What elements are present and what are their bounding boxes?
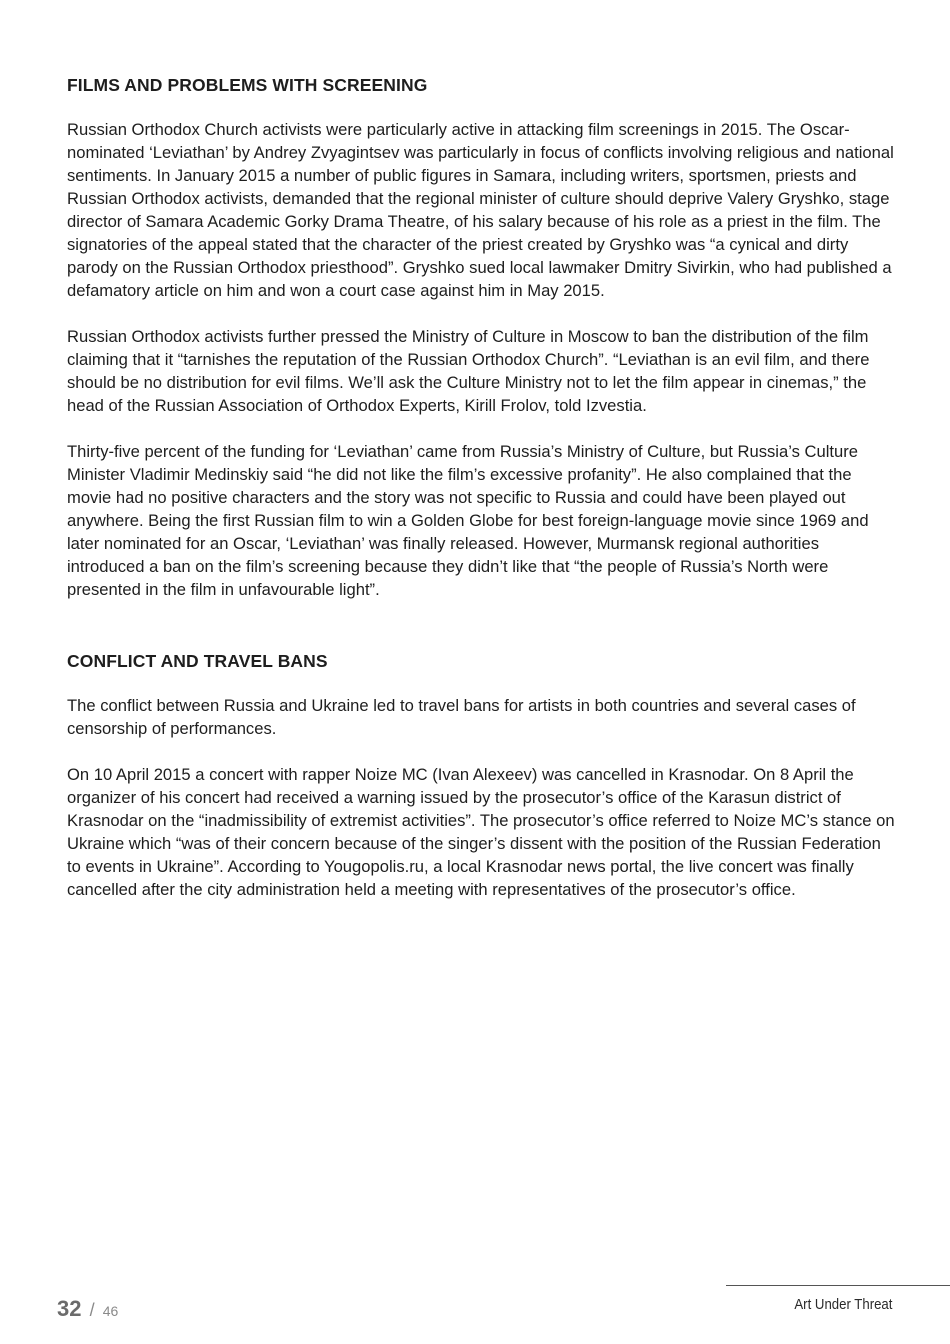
- page-number: [57, 1294, 118, 1326]
- section-conflict-travel-bans: [67, 648, 897, 901]
- section-films-screening: [67, 72, 897, 601]
- page-separator: /: [89, 1300, 95, 1320]
- paragraph: Russian Orthodox Church activists were particularly active in attacking film screenings in 2015. The Oscar-nominated ‘Leviathan’ by Andrey Zvyagintsev was particularly in focus of conflicts involving religious and national sentiments. In January 2015 a number of public figures in Samara, including writers, sportsmen, priests and Russian Orthodox activists, demanded that the regional minister of culture should deprive Valery Gryshko, stage director of Samara Academic Gorky Drama Theatre, of his salary because of his role as a priest in the film. The signatories of the appeal stated that the character of the priest created by Gryshko was “a cynical and dirty parody on the Russian Orthodox priesthood”. Gryshko sued local lawmaker Dmitry Sivirkin, who had published a defamatory article on him and won a court case against him in May 2015.: [67, 120, 894, 300]
- publication-title: Art Under Threat: [793, 1296, 892, 1313]
- section-heading: FILMS AND PROBLEMS WITH SCREENING: [67, 75, 428, 95]
- paragraph: The conflict between Russia and Ukraine led to travel bans for artists in both countries and several cases of censorship of performances.: [67, 696, 856, 738]
- section-heading: CONFLICT AND TRAVEL BANS: [67, 651, 328, 671]
- page-current: 32: [57, 1296, 82, 1321]
- document-body: [67, 72, 897, 924]
- page-total: 46: [102, 1303, 119, 1319]
- paragraph: On 10 April 2015 a concert with rapper Noize MC (Ivan Alexeev) was cancelled in Krasnodar. On 8 April the organizer of his concert had received a warning issued by the prosecutor’s office of the Karasun district of Krasnodar on the “inadmissibility of extremist activities”. The prosecutor’s office referred to Noize MC’s stance on Ukraine which “was of their concern because of the singer’s dissent with the position of the Russian Federation to events in Ukraine”. According to Yougopolis.ru, a local Krasnodar news portal, the live concert was finally cancelled after the city administration held a meeting with representatives of the prosecutor’s office.: [67, 765, 895, 899]
- paragraph: Russian Orthodox activists further pressed the Ministry of Culture in Moscow to ban the distribution of the film claiming that it “tarnishes the reputation of the Russian Orthodox Church”. “Leviathan is an evil film, and there should be no distribution for evil films. We’ll ask the Culture Ministry not to let the film appear in cinemas,” the head of the Russian Association of Orthodox Experts, Kirill Frolov, told Izvestia.: [67, 327, 870, 415]
- footer-divider: [726, 1285, 950, 1286]
- paragraph: Thirty-five percent of the funding for ‘Leviathan’ came from Russia’s Ministry of Culture, but Russia’s Culture Minister Vladimir Medinskiy said “he did not like the film’s excessive profanity”. He also complained that the movie had no positive characters and the story was not specific to Russia and could have been played out anywhere. Being the first Russian film to win a Golden Globe for best foreign-language movie since 1969 and later nominated for an Oscar, ‘Leviathan’ was finally released. However, Murmansk regional authorities introduced a ban on the film’s screening because they didn’t like that “the people of Russia’s North were presented in the film in unfavourable light”.: [67, 442, 869, 599]
